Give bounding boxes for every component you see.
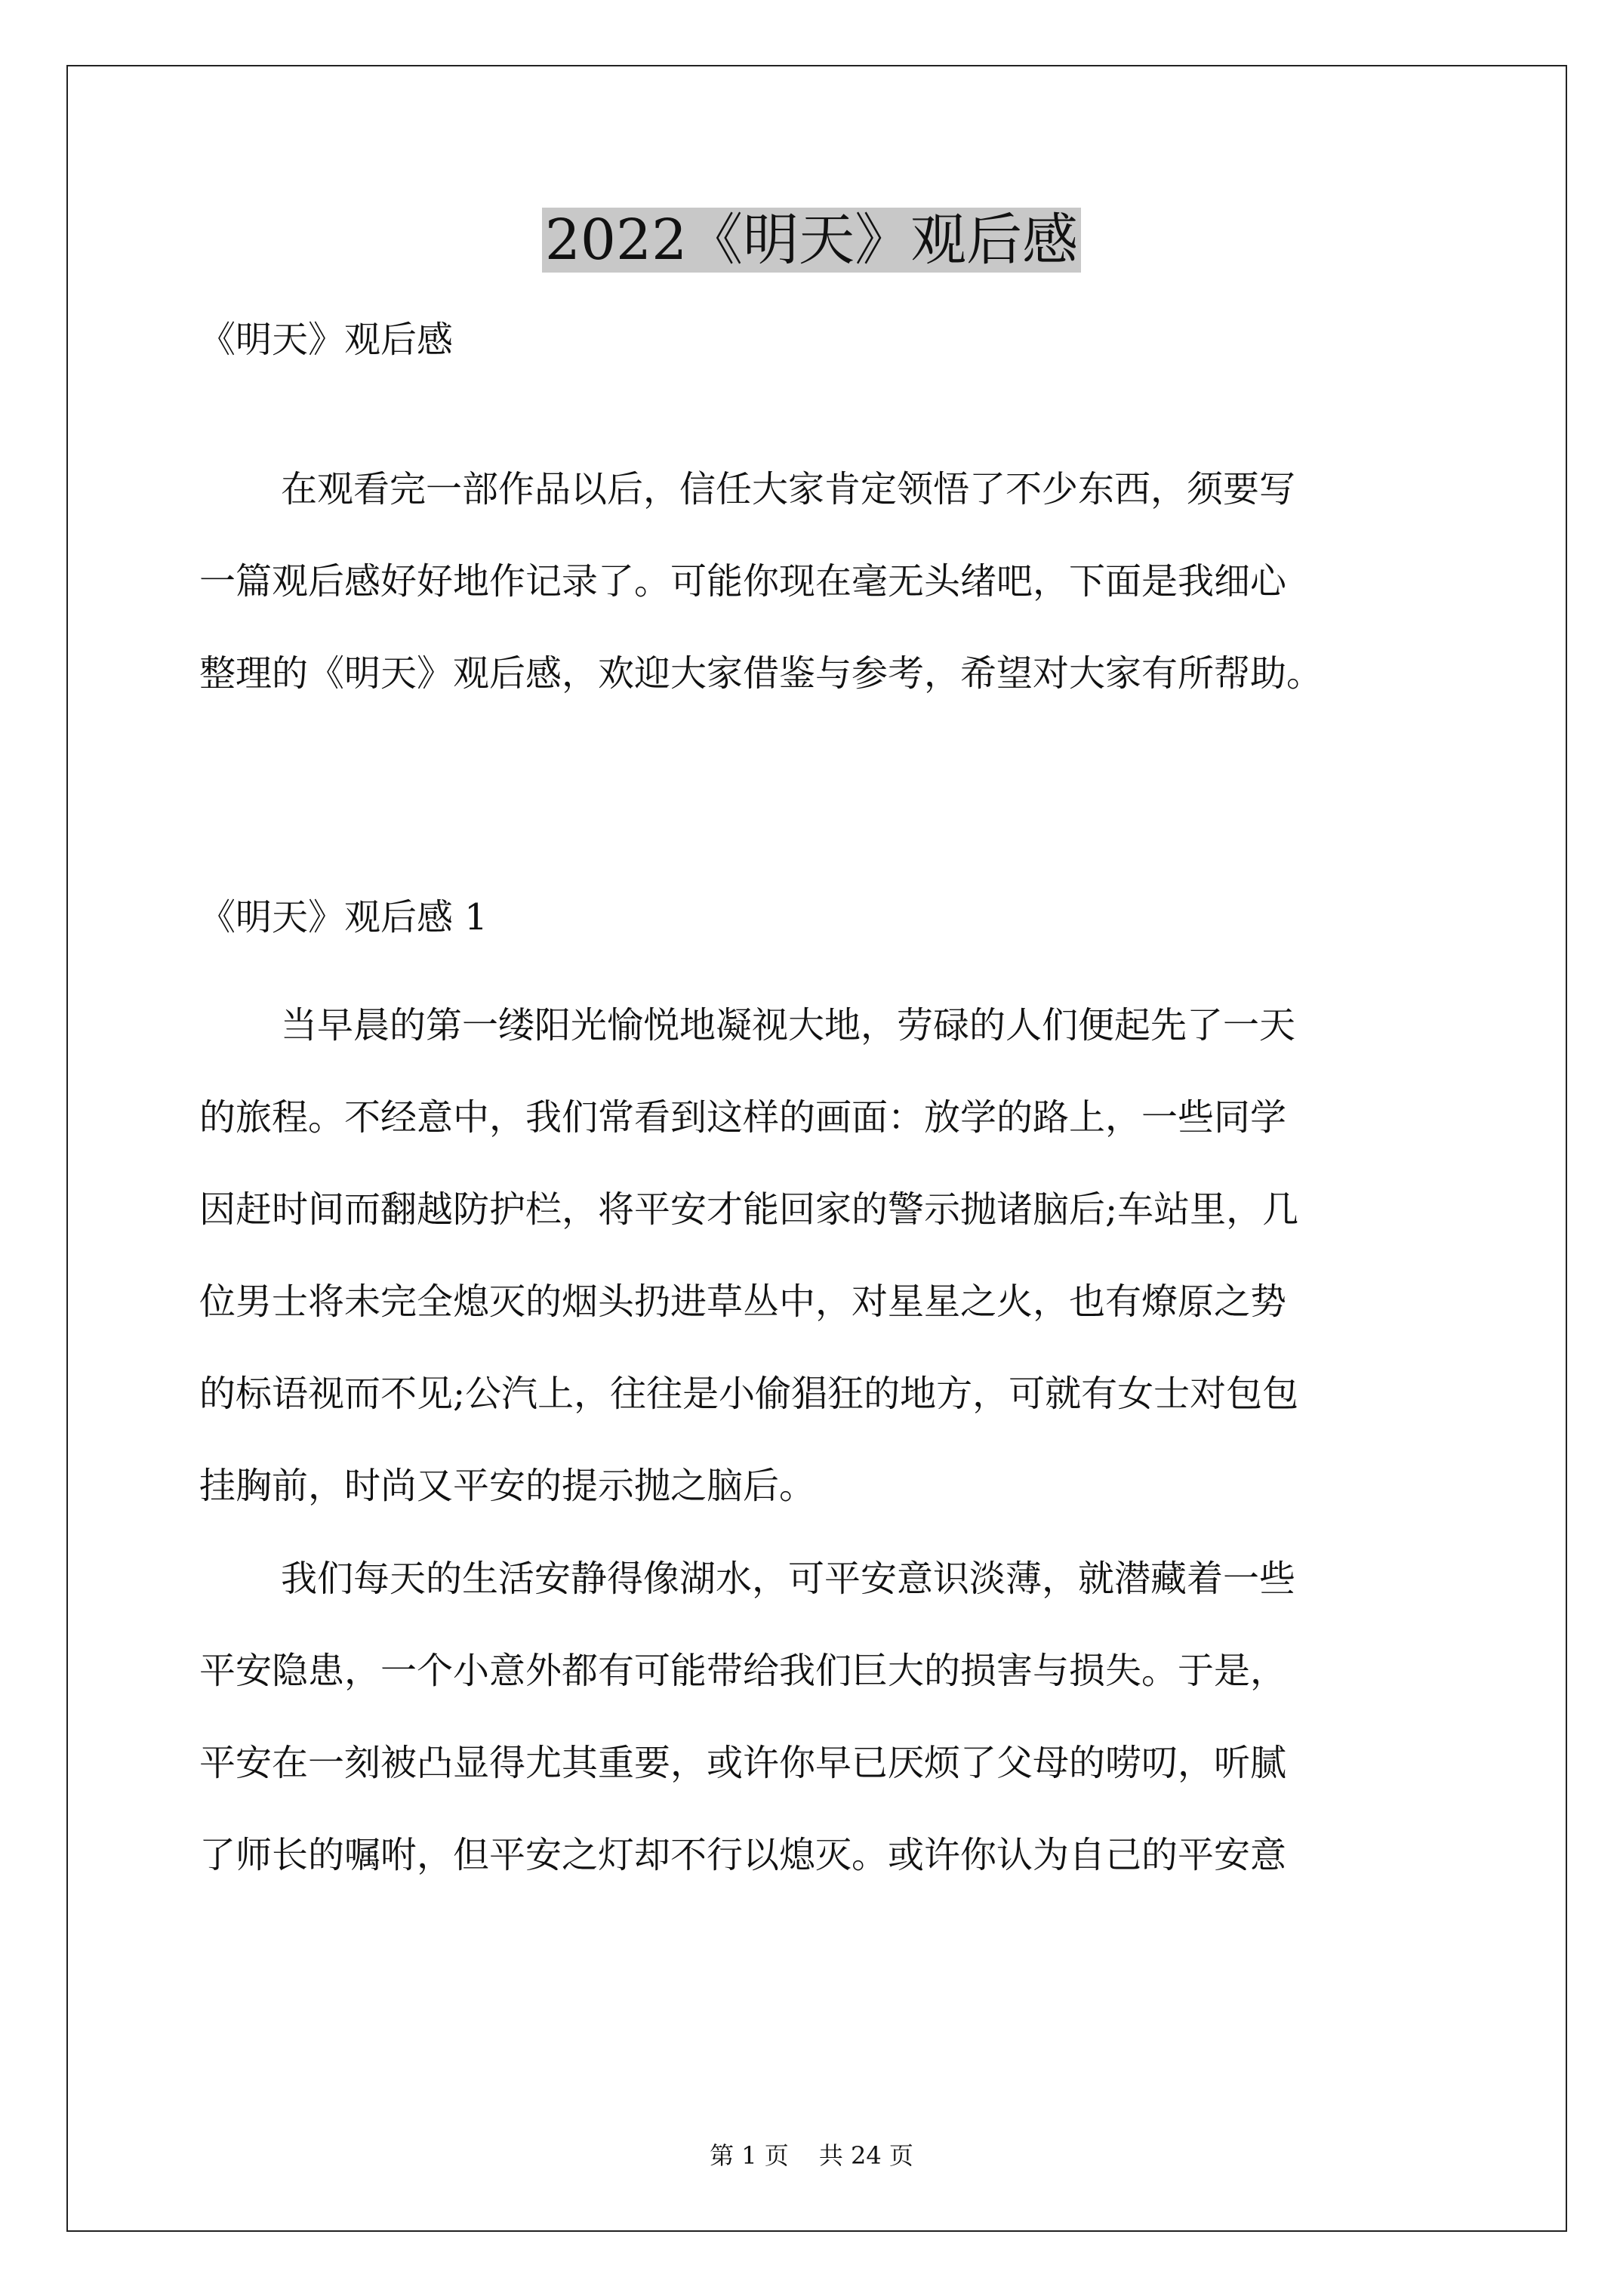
paragraph-1 bbox=[199, 979, 1437, 1532]
paragraph-line: 挂胸前，时尚又平安的提示抛之脑后。 bbox=[199, 1465, 816, 1507]
paragraph-line: 的标语视而不见;公汽上，往往是小偷猖狂的地方，可就有女士对包包 bbox=[199, 1373, 1299, 1415]
document-title-text: 2022《明天》观后感 bbox=[542, 208, 1081, 273]
paragraph-line: 一篇观后感好好地作记录了。可能你现在毫无头绪吧，下面是我细心 bbox=[199, 560, 1287, 603]
intro-paragraph bbox=[199, 443, 1437, 720]
paragraph-line: 位男士将未完全熄灭的烟头扔进草丛中，对星星之火，也有燎原之势 bbox=[199, 1281, 1287, 1323]
paragraph-line: 了师长的嘱咐，但平安之灯却不行以熄灭。或许你认为自己的平安意 bbox=[199, 1834, 1287, 1876]
paragraph-2 bbox=[199, 1533, 1437, 1901]
paragraph-line: 我们每天的生活安静得像湖水，可平安意识淡薄，就潜藏着一些 bbox=[281, 1558, 1296, 1600]
page-number: 第 1 页 bbox=[710, 2141, 789, 2170]
paragraph-line: 整理的《明天》观后感，欢迎大家借鉴与参考，希望对大家有所帮助。 bbox=[199, 652, 1323, 695]
document-title bbox=[0, 201, 1623, 279]
section-heading: 《明天》观后感 1 bbox=[199, 896, 488, 938]
page-total: 共 24 页 bbox=[818, 2141, 913, 2170]
paragraph-line: 当早晨的第一缕阳光愉悦地凝视大地，劳碌的人们便起先了一天 bbox=[281, 1004, 1296, 1046]
paragraph-line: 平安隐患，一个小意外都有可能带给我们巨大的损害与损失。于是， bbox=[199, 1650, 1287, 1692]
paragraph-line: 在观看完一部作品以后，信任大家肯定领悟了不少东西，须要写 bbox=[281, 468, 1296, 510]
page-footer bbox=[0, 2140, 1623, 2171]
paragraph-line: 因赶时间而翻越防护栏，将平安才能回家的警示抛诸脑后;车站里，几 bbox=[199, 1188, 1299, 1231]
paragraph-line: 平安在一刻被凸显得尤其重要，或许你早已厌烦了父母的唠叨，听腻 bbox=[199, 1742, 1287, 1784]
paragraph-line: 的旅程。不经意中，我们常看到这样的画面：放学的路上，一些同学 bbox=[199, 1096, 1287, 1139]
intro-heading: 《明天》观后感 bbox=[199, 319, 454, 361]
